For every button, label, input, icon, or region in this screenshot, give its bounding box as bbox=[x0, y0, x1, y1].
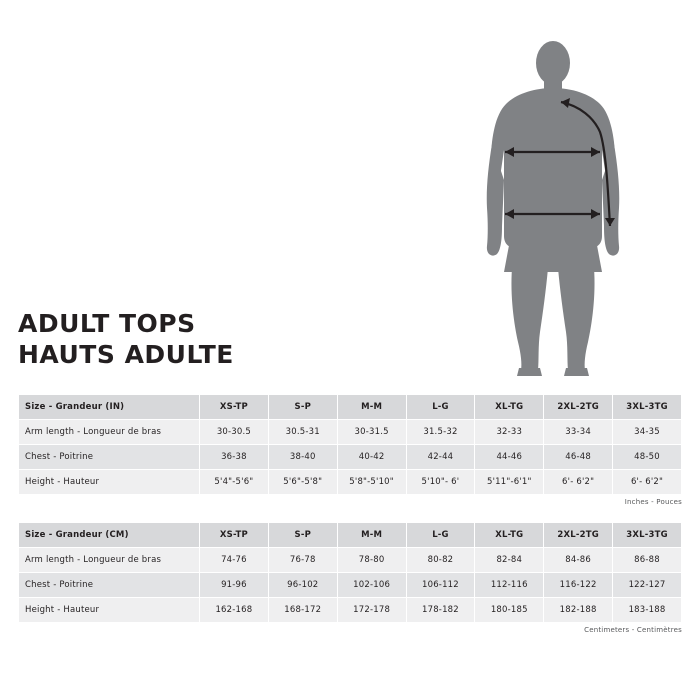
cell-chest-xl-cm: 112-116 bbox=[475, 573, 544, 598]
cell-chest-l-cm: 106-112 bbox=[406, 573, 475, 598]
cell-chest-l: 42-44 bbox=[406, 445, 475, 470]
header-s-cm: S-P bbox=[268, 523, 337, 548]
cell-chest-xl: 44-46 bbox=[475, 445, 544, 470]
table-header-row bbox=[19, 523, 682, 548]
table-row bbox=[19, 420, 682, 445]
cell-height-xl: 5'11"-6'1" bbox=[475, 470, 544, 495]
cell-arm-xs-cm: 74-76 bbox=[200, 548, 269, 573]
row-label-height: Height - Hauteur bbox=[19, 470, 200, 495]
header-xs-cm: XS-TP bbox=[200, 523, 269, 548]
table-row bbox=[19, 598, 682, 623]
cell-arm-l: 31.5-32 bbox=[406, 420, 475, 445]
cell-arm-s: 30.5-31 bbox=[268, 420, 337, 445]
row-label-arm-length: Arm length - Longueur de bras bbox=[19, 420, 200, 445]
table-header-row bbox=[19, 395, 682, 420]
cell-arm-xs: 30-30.5 bbox=[200, 420, 269, 445]
cell-height-m-cm: 172-178 bbox=[337, 598, 406, 623]
cell-chest-xs: 36-38 bbox=[200, 445, 269, 470]
cell-chest-m-cm: 102-106 bbox=[337, 573, 406, 598]
header-l: L-G bbox=[406, 395, 475, 420]
cell-arm-2xl-cm: 84-86 bbox=[544, 548, 613, 573]
cell-height-2xl: 6'- 6'2" bbox=[544, 470, 613, 495]
header-2xl-cm: 2XL-2TG bbox=[544, 523, 613, 548]
cell-chest-xs-cm: 91-96 bbox=[200, 573, 269, 598]
title-line-english: ADULT TOPS bbox=[18, 309, 196, 338]
header-xl: XL-TG bbox=[475, 395, 544, 420]
cell-height-xs: 5'4"-5'6" bbox=[200, 470, 269, 495]
header-3xl: 3XL-3TG bbox=[613, 395, 682, 420]
cell-chest-s: 38-40 bbox=[268, 445, 337, 470]
cell-chest-s-cm: 96-102 bbox=[268, 573, 337, 598]
header-m-cm: M-M bbox=[337, 523, 406, 548]
row-label-arm-length-cm: Arm length - Longueur de bras bbox=[19, 548, 200, 573]
header-3xl-cm: 3XL-3TG bbox=[613, 523, 682, 548]
size-table-inches-block bbox=[18, 394, 682, 506]
header-xl-cm: XL-TG bbox=[475, 523, 544, 548]
cell-arm-l-cm: 80-82 bbox=[406, 548, 475, 573]
header-m: M-M bbox=[337, 395, 406, 420]
cell-chest-3xl: 48-50 bbox=[613, 445, 682, 470]
measurement-figure bbox=[430, 40, 680, 380]
unit-note-centimeters: Centimeters - Centimètres bbox=[584, 626, 682, 634]
header-xs: XS-TP bbox=[200, 395, 269, 420]
cell-arm-xl: 32-33 bbox=[475, 420, 544, 445]
cell-arm-s-cm: 76-78 bbox=[268, 548, 337, 573]
cell-height-3xl-cm: 183-188 bbox=[613, 598, 682, 623]
table-row bbox=[19, 470, 682, 495]
cell-height-l: 5'10"- 6' bbox=[406, 470, 475, 495]
table-row bbox=[19, 573, 682, 598]
cell-chest-m: 40-42 bbox=[337, 445, 406, 470]
cell-height-s: 5'6"-5'8" bbox=[268, 470, 337, 495]
cell-height-xs-cm: 162-168 bbox=[200, 598, 269, 623]
cell-arm-m-cm: 78-80 bbox=[337, 548, 406, 573]
cell-height-l-cm: 178-182 bbox=[406, 598, 475, 623]
cell-arm-2xl: 33-34 bbox=[544, 420, 613, 445]
cell-height-xl-cm: 180-185 bbox=[475, 598, 544, 623]
row-label-height-cm: Height - Hauteur bbox=[19, 598, 200, 623]
cell-arm-3xl: 34-35 bbox=[613, 420, 682, 445]
header-s: S-P bbox=[268, 395, 337, 420]
cell-arm-m: 30-31.5 bbox=[337, 420, 406, 445]
title-line-french: HAUTS ADULTE bbox=[18, 340, 234, 369]
cell-chest-2xl-cm: 116-122 bbox=[544, 573, 613, 598]
size-table-centimeters-block bbox=[18, 522, 682, 634]
row-label-chest: Chest - Poitrine bbox=[19, 445, 200, 470]
cell-arm-xl-cm: 82-84 bbox=[475, 548, 544, 573]
header-l-cm: L-G bbox=[406, 523, 475, 548]
size-table-inches bbox=[18, 394, 682, 495]
table-row bbox=[19, 445, 682, 470]
size-table-centimeters bbox=[18, 522, 682, 623]
unit-note-inches: Inches - Pouces bbox=[624, 498, 682, 506]
cell-height-m: 5'8"-5'10" bbox=[337, 470, 406, 495]
cell-height-s-cm: 168-172 bbox=[268, 598, 337, 623]
page-title bbox=[18, 308, 438, 370]
table-row bbox=[19, 548, 682, 573]
cell-chest-2xl: 46-48 bbox=[544, 445, 613, 470]
header-2xl: 2XL-2TG bbox=[544, 395, 613, 420]
row-label-chest-cm: Chest - Poitrine bbox=[19, 573, 200, 598]
cell-chest-3xl-cm: 122-127 bbox=[613, 573, 682, 598]
header-size-label-cm: Size - Grandeur (CM) bbox=[19, 523, 200, 548]
cell-arm-3xl-cm: 86-88 bbox=[613, 548, 682, 573]
header-size-label: Size - Grandeur (IN) bbox=[19, 395, 200, 420]
cell-height-2xl-cm: 182-188 bbox=[544, 598, 613, 623]
cell-height-3xl: 6'- 6'2" bbox=[613, 470, 682, 495]
body-silhouette bbox=[487, 41, 620, 376]
